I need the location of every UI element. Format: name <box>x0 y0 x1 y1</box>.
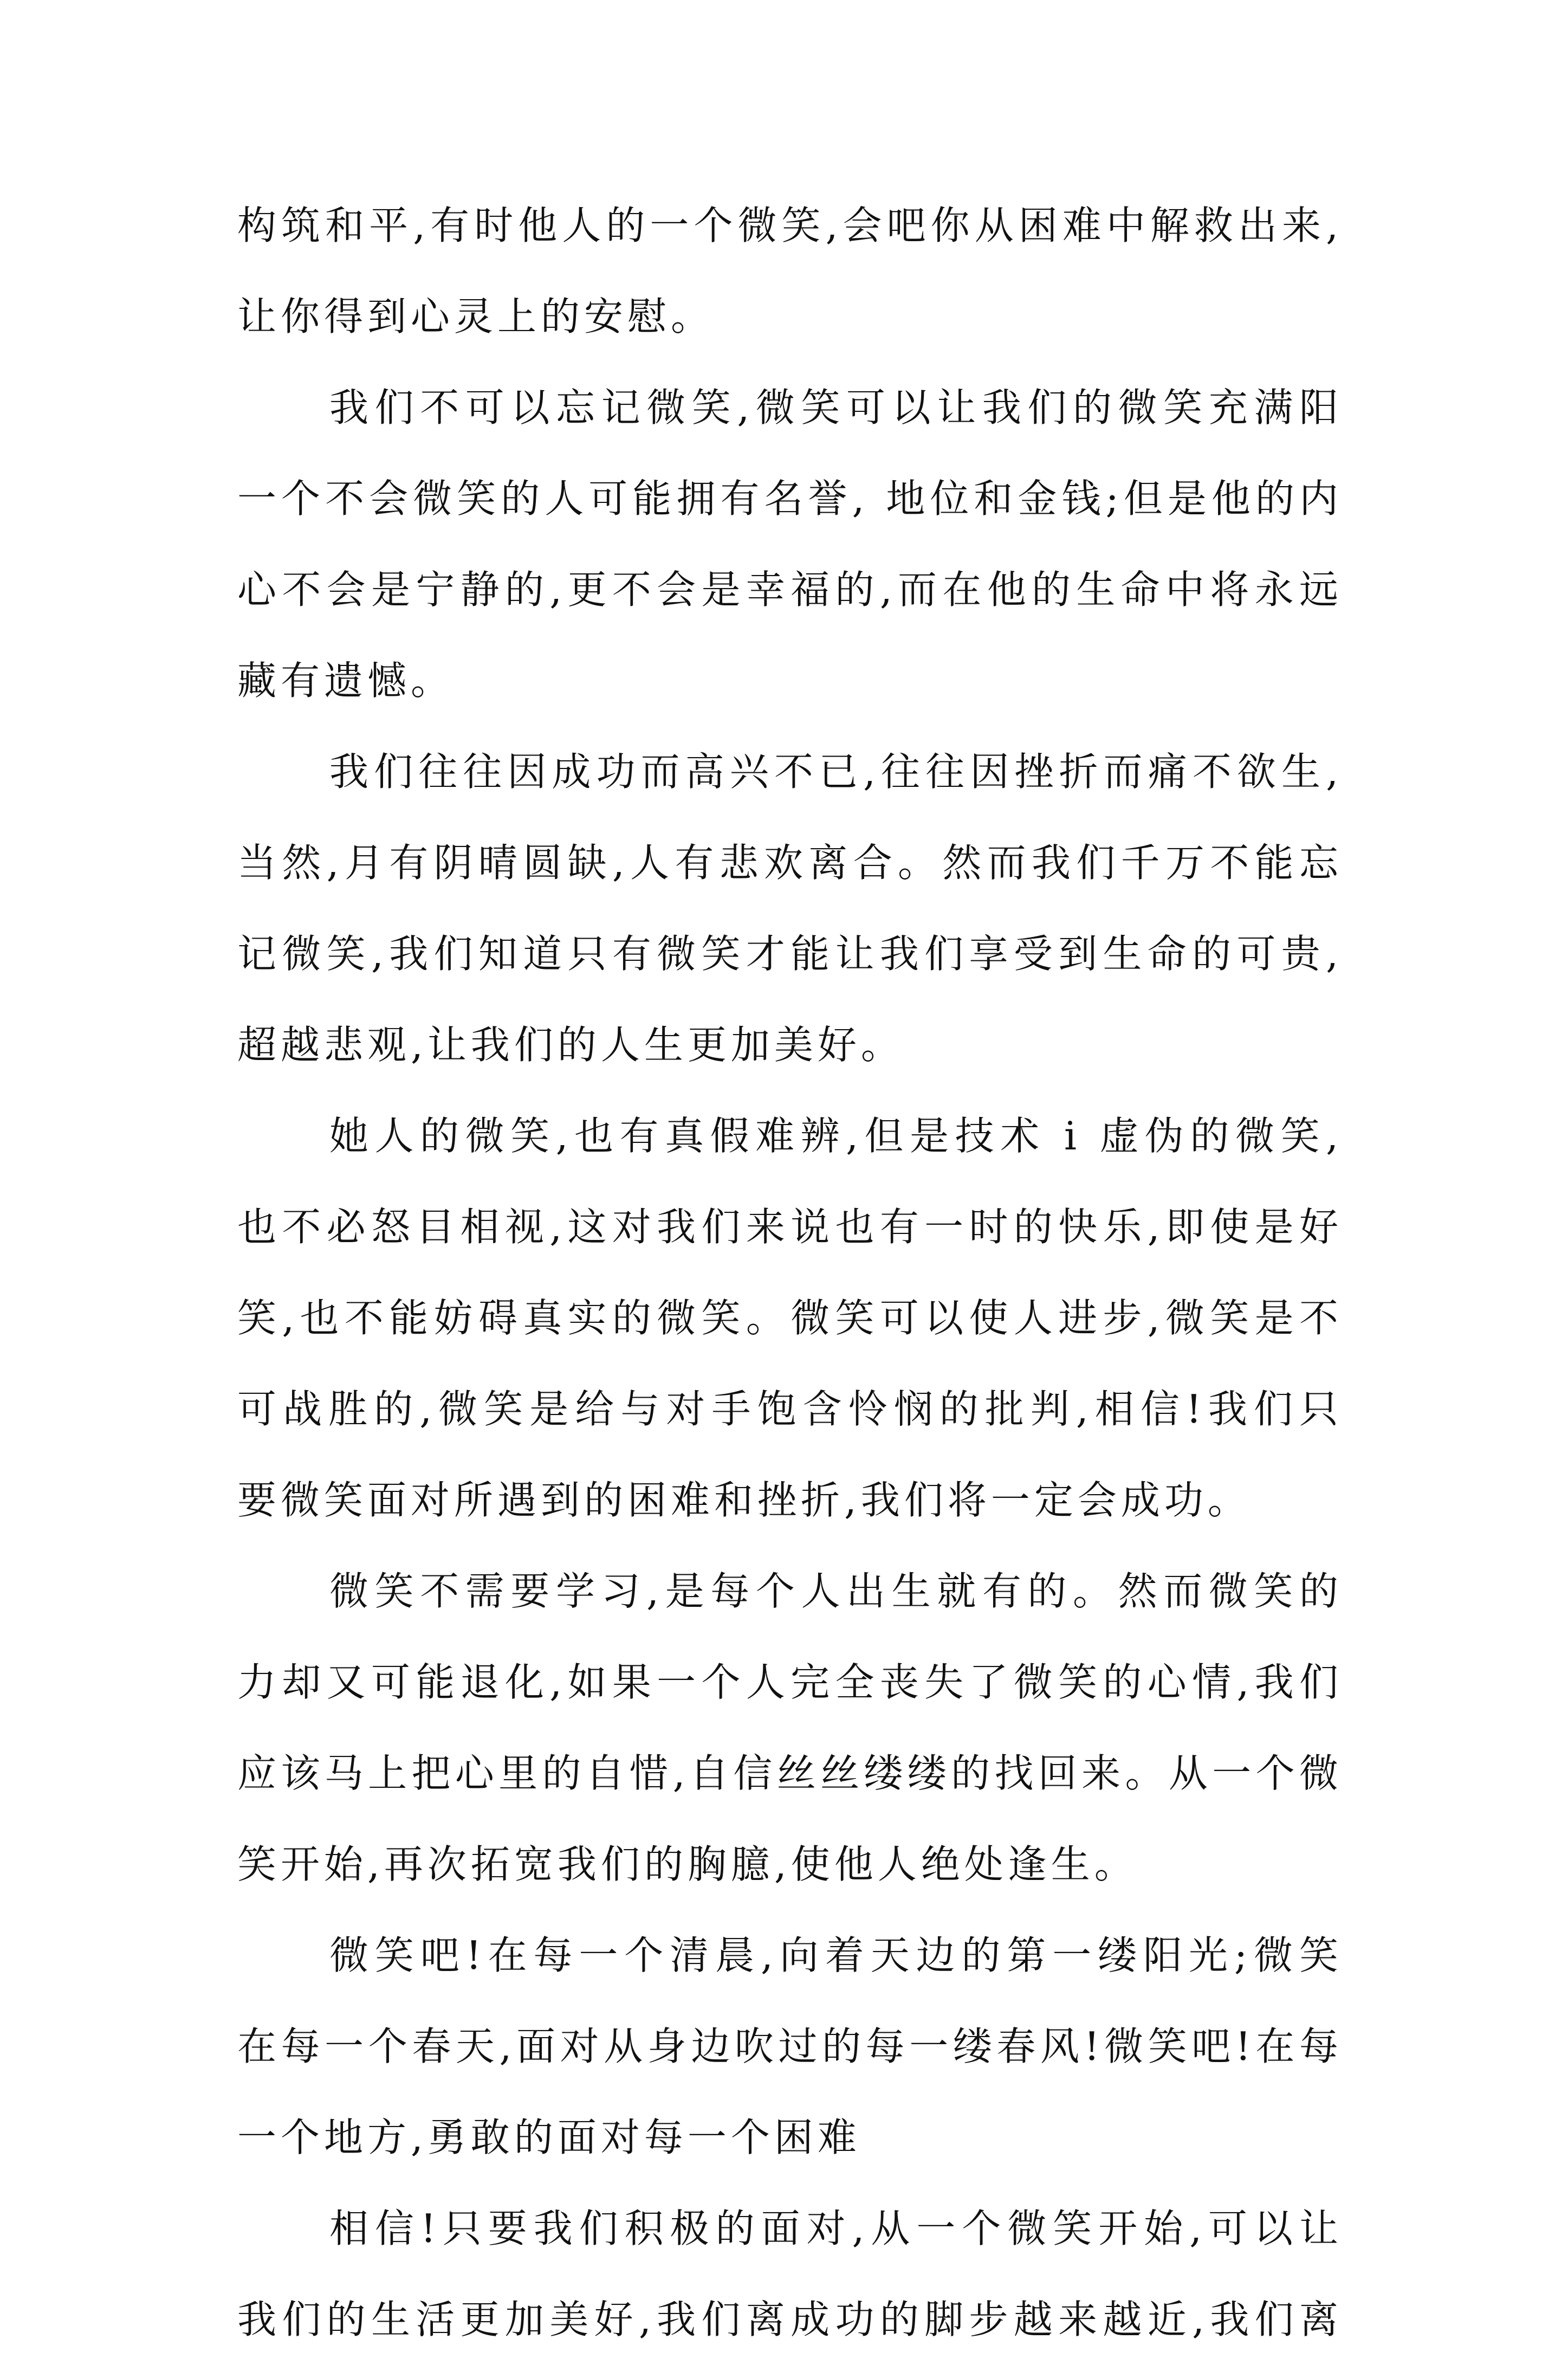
paragraph-first-line: 我们不可以忘记微笑,微笑可以让我们的微笑充满阳 <box>329 385 1343 430</box>
text-line: 要微笑面对所遇到的困难和挫折,我们将一定会成功。 <box>237 1477 1251 1523</box>
text-line: 构筑和平,有时他人的一个微笑,会吧你从困难中解救出来, <box>237 203 1343 248</box>
text-line: 心不会是宁静的,更不会是幸福的,而在他的生命中将永远 <box>237 567 1343 612</box>
paragraph-first-line: 微笑吧!在每一个清晨,向着天边的第一缕阳光;微笑 <box>329 1933 1343 1978</box>
text-line: 笑开始,再次拓宽我们的胸臆,使他人绝处逢生。 <box>237 1841 1138 1887</box>
text-line: 也不必怒目相视,这对我们来说也有一时的快乐,即使是好 <box>237 1204 1343 1250</box>
text-line: 让你得到心灵上的安慰。 <box>237 294 715 339</box>
text-line: 力却又可能退化,如果一个人完全丧失了微笑的心情,我们 <box>237 1659 1343 1705</box>
text-line: 可战胜的,微笑是给与对手饱含怜悯的批判,相信!我们只 <box>237 1386 1343 1432</box>
text-line: 记微笑,我们知道只有微笑才能让我们享受到生命的可贵, <box>237 931 1343 977</box>
paragraph-first-line: 她人的微笑,也有真假难辨,但是技术 i 虚伪的微笑, <box>329 1113 1343 1159</box>
text-line: 笑,也不能妨碍真实的微笑。微笑可以使人进步,微笑是不 <box>237 1295 1343 1341</box>
text-line: 在每一个春天,面对从身边吹过的每一缕春风!微笑吧!在每 <box>237 2024 1343 2069</box>
text-line: 我们的生活更加美好,我们离成功的脚步越来越近,我们离 <box>237 2297 1343 2342</box>
text-line: 超越悲观,让我们的人生更加美好。 <box>237 1022 904 1068</box>
document-body <box>237 180 1343 2365</box>
text-line: 一个不会微笑的人可能拥有名誉, 地位和金钱;但是他的内 <box>237 476 1343 521</box>
text-line: 当然,月有阴晴圆缺,人有悲欢离合。然而我们千万不能忘 <box>237 840 1343 886</box>
paragraph-first-line: 相信!只要我们积极的面对,从一个微笑开始,可以让 <box>329 2206 1343 2251</box>
paragraph-first-line: 我们往往因成功而高兴不已,往往因挫折而痛不欲生, <box>329 749 1343 794</box>
text-line: 应该马上把心里的自惜,自信丝丝缕缕的找回来。从一个微 <box>237 1750 1343 1796</box>
text-line: 藏有遗憾。 <box>237 658 455 703</box>
text-line: 一个地方,勇敢的面对每一个困难 <box>237 2115 861 2160</box>
paragraph-first-line: 微笑不需要学习,是每个人出生就有的。然而微笑的 <box>329 1568 1343 1614</box>
